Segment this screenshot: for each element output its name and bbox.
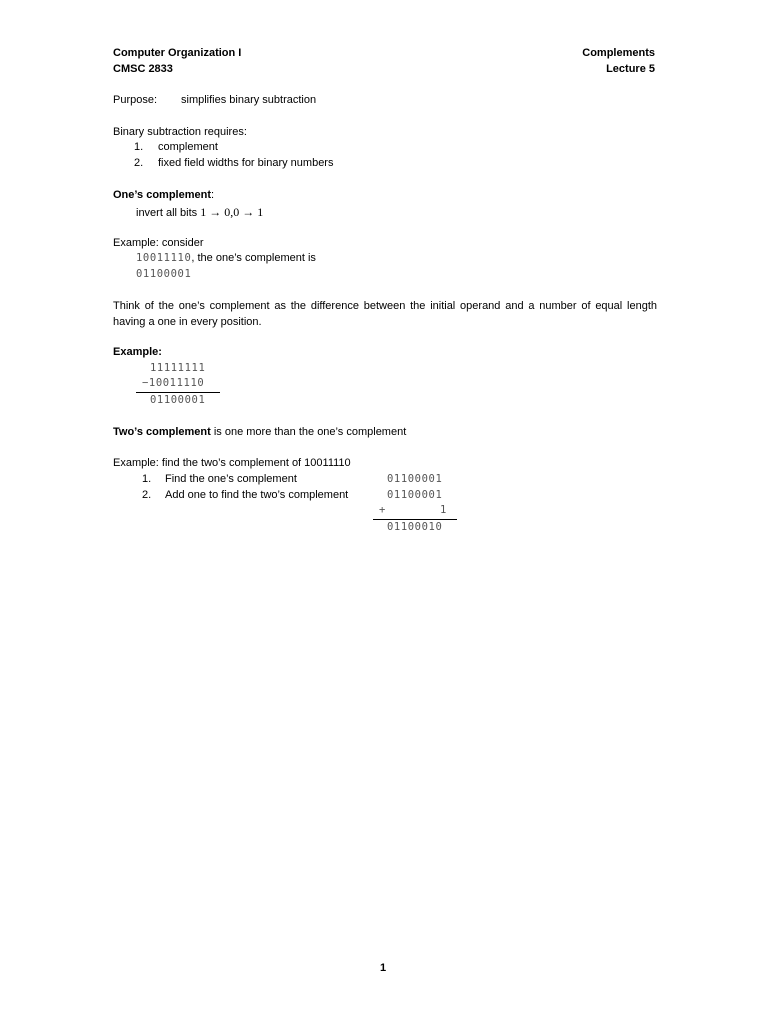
ones-colon: :: [211, 189, 215, 201]
calc-line-1: 01100001: [387, 473, 443, 485]
invert-math: 1 → 0,0 → 1: [200, 205, 264, 219]
example1-value: 10011110: [136, 252, 192, 264]
course-title: Computer Organization I: [113, 47, 242, 59]
calc-rule: [373, 519, 457, 520]
twos-complement-definition: [113, 426, 406, 438]
course-code: CMSC 2833: [113, 63, 173, 75]
twos-complement-term: Two’s complement: [113, 426, 211, 438]
invert-label: invert all bits: [136, 207, 198, 219]
think-paragraph: Think of the one’s complement as the difference between the initial operand and a number of equal length having a one in every position.: [113, 300, 657, 328]
step-2-num: 2.: [142, 489, 152, 501]
requires-item-1-text: complement: [158, 141, 218, 153]
step-1-text: Find the one’s complement: [165, 473, 297, 485]
example1-tail: , the one’s complement is: [191, 252, 316, 264]
example2-label: Example:: [113, 346, 162, 358]
example1-result: 01100001: [136, 268, 192, 280]
calc-result: 01100010: [387, 521, 443, 533]
purpose-label: Purpose:: [113, 94, 158, 106]
topic-title: Complements: [582, 47, 655, 59]
requires-item-2-num: 2.: [134, 157, 144, 169]
requires-item-2-text: fixed field widths for binary numbers: [158, 157, 334, 169]
invert-rule: [136, 205, 263, 220]
requires-heading: Binary subtraction requires:: [113, 126, 247, 138]
calc-line-2: 01100001: [387, 489, 443, 501]
example2-result: 01100001: [150, 394, 206, 406]
step-1-num: 1.: [142, 473, 152, 485]
ones-complement-term: One’s complement: [113, 189, 212, 201]
example3-value: 10011110: [304, 457, 351, 469]
twos-complement-rest: is one more than the one’s complement: [210, 426, 407, 438]
lecture-number: Lecture 5: [606, 63, 655, 75]
requires-item-1-num: 1.: [134, 141, 144, 153]
example3-label: [113, 457, 351, 469]
calc-addend-one: 1: [440, 504, 447, 516]
example2-subtrahend: −10011110: [142, 377, 205, 389]
example2-rule: [136, 392, 220, 393]
example3-label-prefix: Example: find the two’s complement of: [113, 457, 305, 469]
example2-minuend: 11111111: [150, 362, 206, 374]
step-2-text: Add one to find the two’s complement: [165, 489, 349, 501]
ones-complement-heading: [113, 189, 214, 201]
example1-line: [136, 252, 316, 264]
calc-plus-sign: +: [379, 504, 386, 516]
page-number: 1: [380, 962, 387, 974]
example1-label: Example: consider: [113, 237, 204, 249]
purpose-text: simplifies binary subtraction: [181, 94, 317, 106]
